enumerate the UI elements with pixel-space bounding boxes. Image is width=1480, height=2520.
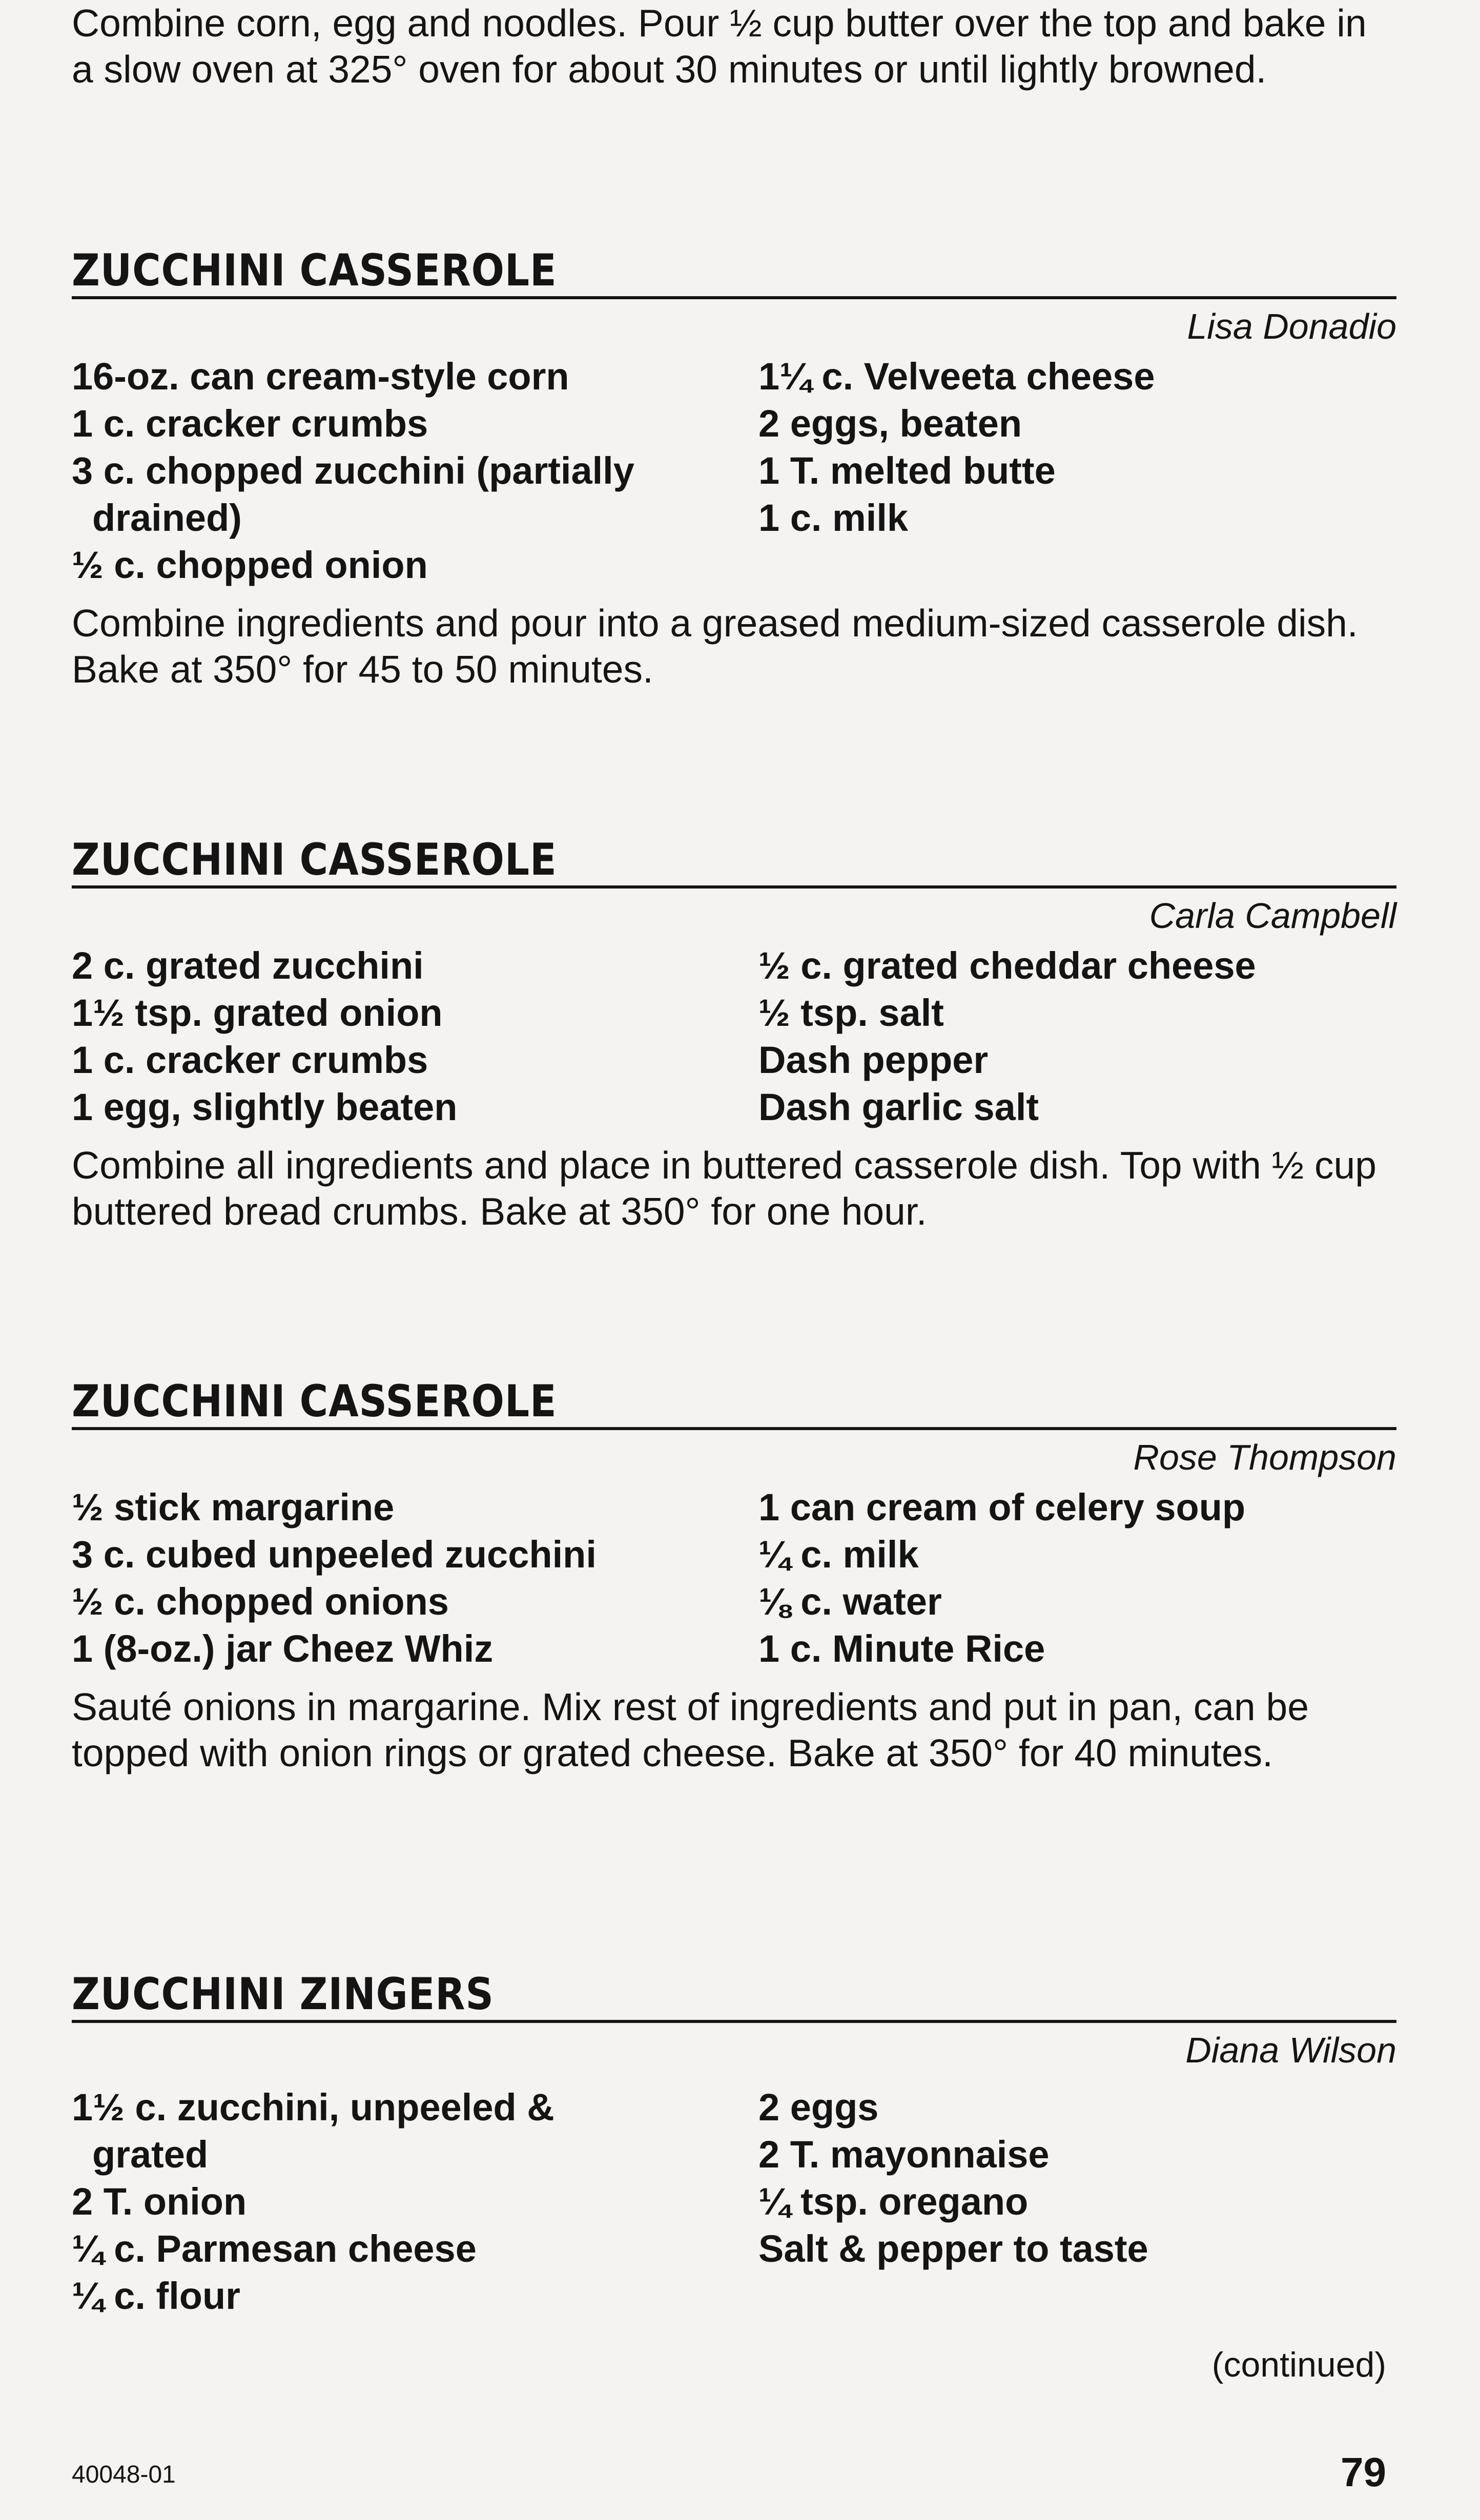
ingredient: 3 c. cubed unpeeled zucchini — [72, 1533, 597, 1576]
ingredient: 2 T. onion — [72, 2180, 247, 2223]
recipe-4 — [72, 1969, 1396, 2320]
ingredient: 1¼ c. Velveeta cheese — [758, 355, 1155, 398]
title-rule — [72, 296, 1396, 299]
ingredient: ½ c. grated cheddar cheese — [758, 944, 1256, 987]
ingredient: Dash pepper — [758, 1039, 989, 1081]
ingredient: 1 c. cracker crumbs — [72, 1039, 428, 1081]
ingredient-list — [72, 942, 1396, 1131]
title-rule — [72, 1427, 1396, 1430]
ingredient: 16-oz. can cream-style corn — [72, 355, 569, 398]
recipe-author: Diana Wilson — [1185, 2030, 1396, 2070]
title-rule — [72, 2020, 1396, 2023]
ingredient: 1 c. Minute Rice — [758, 1627, 1045, 1670]
ingredient-column-left — [72, 1484, 758, 1672]
ingredient: 2 eggs, beaten — [758, 402, 1022, 445]
recipe-title: ZUCCHINI CASSEROLE — [72, 1376, 557, 1427]
recipe-2 — [72, 834, 1396, 1234]
ingredient: 1 (8-oz.) jar Cheez Whiz — [72, 1627, 494, 1670]
ingredient: ¼ tsp. oregano — [758, 2180, 1029, 2223]
ingredient: ⅛ c. water — [758, 1580, 942, 1623]
ingredient: ¼ c. flour — [72, 2275, 240, 2317]
ingredient-list — [72, 2084, 1396, 2320]
recipe-directions: Combine ingredients and pour into a greased medium-sized casserole dish. Bake at 350° for 45 to 50 minutes. — [72, 602, 1358, 691]
recipe-title: ZUCCHINI CASSEROLE — [72, 834, 557, 885]
recipe-1 — [72, 245, 1396, 692]
ingredient-column-right — [758, 353, 1396, 589]
ingredient: ¼ c. milk — [758, 1533, 919, 1576]
recipe-title: ZUCCHINI CASSEROLE — [72, 245, 557, 296]
ingredient-column-right — [758, 2084, 1396, 2320]
ingredient: ½ c. chopped onions — [72, 1580, 449, 1623]
ingredient: 3 c. chopped zucchini (partially drained) — [72, 449, 634, 539]
ingredient-list — [72, 1484, 1396, 1672]
ingredient-column-left — [72, 353, 758, 589]
ingredient: 1 can cream of celery soup — [758, 1486, 1246, 1528]
recipe-3 — [72, 1376, 1396, 1776]
ingredient: 1 egg, slightly beaten — [72, 1086, 458, 1128]
page-number: 79 — [1341, 2449, 1386, 2495]
title-rule — [72, 885, 1396, 889]
ingredient-column-right — [758, 942, 1396, 1131]
ingredient: 1 c. milk — [758, 497, 909, 539]
ingredient: 1½ c. zucchini, unpeeled & grated — [72, 2086, 554, 2176]
intro-directions: Combine corn, egg and noodles. Pour ½ cup butter over the top and bake in a slow oven at 325° oven for about 30 minutes or until lightly browned. — [72, 2, 1367, 91]
ingredient-list — [72, 353, 1396, 589]
cookbook-page — [72, 0, 1396, 2520]
ingredient: ½ c. chopped onion — [72, 544, 428, 586]
recipe-directions: Combine all ingredients and place in buttered casserole dish. Top with ½ cup buttered bread crumbs. Bake at 350° for one hour. — [72, 1144, 1376, 1233]
ingredient: 2 c. grated zucchini — [72, 944, 424, 987]
recipe-title: ZUCCHINI ZINGERS — [72, 1969, 494, 2020]
ingredient: Dash garlic salt — [758, 1086, 1039, 1128]
ingredient: ½ stick margarine — [72, 1486, 395, 1528]
ingredient-column-left — [72, 942, 758, 1131]
ingredient: 1 c. cracker crumbs — [72, 402, 428, 445]
ingredient: ½ tsp. salt — [758, 992, 944, 1034]
continued-note: (continued) — [1211, 2345, 1386, 2384]
ingredient: ¼ c. Parmesan cheese — [72, 2227, 477, 2270]
recipe-author: Rose Thompson — [1133, 1437, 1396, 1477]
ingredient: Salt & pepper to taste — [758, 2227, 1148, 2270]
recipe-author: Lisa Donadio — [1187, 306, 1396, 346]
ingredient-column-right — [758, 1484, 1396, 1672]
ingredient: 2 eggs — [758, 2086, 879, 2129]
page-code: 40048-01 — [72, 2461, 176, 2488]
ingredient: 1 T. melted butte — [758, 449, 1056, 492]
ingredient: 1½ tsp. grated onion — [72, 992, 443, 1034]
ingredient-column-left — [72, 2084, 758, 2320]
ingredient: 2 T. mayonnaise — [758, 2133, 1050, 2176]
recipe-author: Carla Campbell — [1149, 896, 1396, 936]
recipe-directions: Sauté onions in margarine. Mix rest of ingredients and put in pan, can be topped with onion rings or grated cheese. Bake at 350° for 40 minutes. — [72, 1685, 1309, 1774]
